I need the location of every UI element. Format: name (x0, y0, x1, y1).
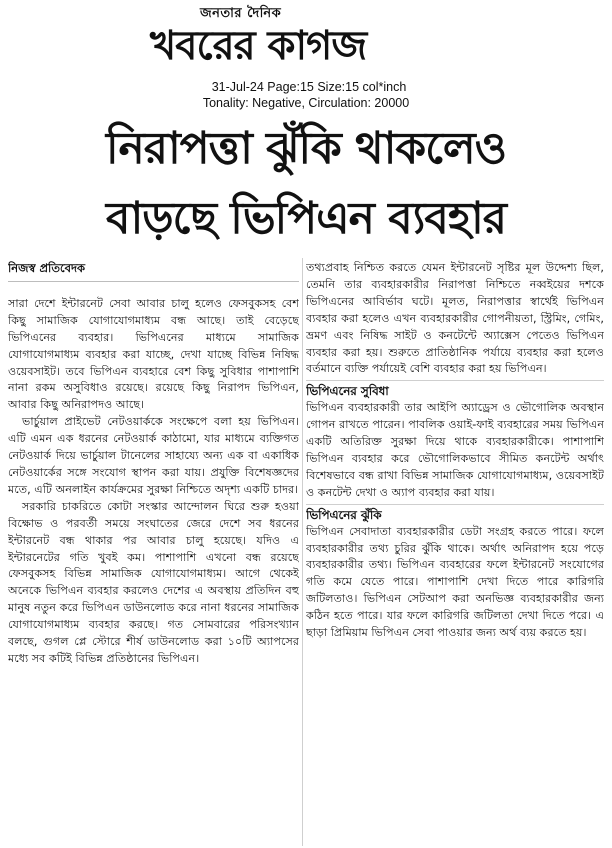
byline: নিজস্ব প্রতিবেদক (8, 260, 299, 282)
clip-meta-tonality: Tonality: Negative, Circulation: 20000 (202, 96, 410, 110)
article-column-right (306, 260, 604, 845)
clip-meta-date-page: 31-Jul-24 Page:15 Size:15 col*inch (211, 80, 407, 94)
body-paragraph: সারা দেশে ইন্টারনেট সেবা আবার চালু হলেও ফেসবুকসহ বেশ কিছু সামাজিক যোগাযোগমাধ্যম বন্ধ আছে। তাই বেড়েছে ভিপিএনের ব্যবহার। ভিপিএনের মাধ্যমে সামাজিক যোগাযোগমাধ্যম ব্যবহার করা যাচ্ছে, দেখা যাচ্ছে বিভিন্ন নিষিদ্ধ ওয়েবসাইট। তবে ভিপিএন ব্যবহারে বেশ কিছু সুবিধার পাশাপাশি নানা রকম অসুবিধাও রয়েছে। রয়েছে কিছু নিরাপদ ভিপিএন, আবার কিছু অনিরাপদও আছে। (8, 296, 299, 412)
body-paragraph: সরকারি চাকরিতে কোটা সংস্কার আন্দোলন ঘিরে শুরু হওয়া বিক্ষোভ ও পরবর্তী সময়ে সংঘাতের জেরে দেশে সব ধরনের ইন্টারনেট বন্ধ থাকার পর আবার চালু হয়েছে। যদিও এ ইন্টারনেটের গতি খুবই কম। পাশাপাশি এখনো বন্ধ রয়েছে ফেসবুকসহ বিভিন্ন সামাজিক যোগাযোগমাধ্যম। আগে থেকেই অনেকে ভিপিএন ব্যবহার করলেও দেশের এ অবস্থায় প্রতিদিন বহু মানুষ নতুন করে ভিপিএন ডাউনলোড করে নানা ধরনের সামাজিক যোগাযোগমাধ্যম ব্যবহার করছে। গত সোমবারের পরিসংখ্যান বলছে, গুগল প্লে স্টোরে শীর্ষ ডাউনলোড করা ১০টি অ্যাপসের মধ্যে সব কটিই বিভিন্ন প্রতিষ্ঠানের ভিপিএন। (8, 499, 299, 665)
body-paragraph: ভার্চুয়াল প্রাইভেট নেটওয়ার্ককে সংক্ষেপে বলা হয় ভিপিএন। এটি এমন এক ধরনের নেটওয়ার্ক কাঠামো, যার মাধ্যমে ব্যক্তিগত নেটওয়ার্ক দিয়ে ভার্চুয়াল টানেলের সাহায্যে অন্য এক বা একাধিক নেটওয়ার্কের সঙ্গে সংযোগ স্থাপন করা যায়। প্রযুক্তি বিশেষজ্ঞদের মতে, এটি অনলাইন কার্যক্রমের সুরক্ষা নিশ্চিতে অদৃশ্য একটি চাদর। (8, 415, 299, 496)
masthead-tagline: জনতার দৈনিক (200, 6, 282, 21)
body-paragraph: ভিপিএন সেবাদাতা ব্যবহারকারীর ডেটা সংগ্রহ করতে পারে। ফলে ব্যবহারকারীর তথ্য চুরির ঝুঁকি থাকে। অর্থাৎ অনিরাপদ হয়ে পড়ে ব্যবহারকারীর তথ্য। ভিপিএন ব্যবহারের ফলে ইন্টারনেট সংযোগের গতি কমে যেতে পারে। পাশাপাশি দেখা দিতে পারে কারিগরি জটিলতাও। ভিপিএন সেটআপ করা অনভিজ্ঞ ব্যবহারকারীর জন্য কঠিন হতে পারে। যার ফলে কারিগরি জটিলতা দেখা দিতে পরে। এ ছাড়া প্রিমিয়াম ভিপিএন সেবা পাওয়ার জন্য অর্থ ব্যয় করতে হয়। (306, 524, 604, 640)
article-column-left (8, 260, 299, 845)
body-paragraph: ভিপিএন ব্যবহারকারী তার আইপি অ্যাড্রেস ও ভৌগোলিক অবস্থান গোপন রাখতে পারেন। পাবলিক ওয়াই-ফাই ব্যবহারের সময় ভিপিএন একটি অতিরিক্ত সুরক্ষা দিয়ে থাকে ব্যবহারকারীকে। পাশাপাশি ভিপিএন ব্যবহার করে ভৌগোলিকভাবে সীমিত কনটেন্ট অর্থাৎ বিশেষভাবে বন্ধ রাখা বিভিন্ন সামাজিক যোগাযোগমাধ্যম, ওয়েবসাইট ও কনটেন্ট দেখা ও অ্যাপ ব্যবহার করা যায়। (306, 401, 604, 499)
headline-line-1: নিরাপত্তা ঝুঁকি থাকলেও (105, 123, 507, 174)
masthead (0, 0, 612, 112)
headline-line-2: বাড়ছে ভিপিএন ব্যবহার (105, 193, 507, 244)
column-divider (302, 258, 303, 846)
subhead-vpn-benefits: ভিপিএনের সুবিধা (306, 380, 604, 400)
masthead-logo: খবরের কাগজ (150, 23, 367, 69)
body-paragraph: তথ্যপ্রবাহ নিশ্চিত করতে যেমন ইন্টারনেট সৃষ্টির মূল উদ্দেশ্য ছিল, তেমনি তার ব্যবহারকারীর নিরাপত্তা নিশ্চিতে নব্বইয়ের দশকে ভিপিএনের আবির্ভাব ঘটে। মূলত, নিরাপত্তার স্বার্থেই ভিপিএন ব্যবহার করা হলেও এখন ব্যবহারকারীর গোপনীয়তা, স্ট্রিমিং, গেমিং, ভ্রমণ এবং নিষিদ্ধ সাইট ও কনটেন্টে অ্যাক্সেস পেতেও ভিপিএন ব্যবহার করা হয়। শুরুতে প্রাতিষ্ঠানিক পর্যায়ে ব্যবহার করা হলেও বর্তমানে ব্যক্তি পর্যায়েই বেশি ব্যবহার করা হয় ভিপিএন। (306, 261, 604, 376)
subhead-vpn-risks: ভিপিএনের ঝুঁকি (306, 504, 604, 524)
